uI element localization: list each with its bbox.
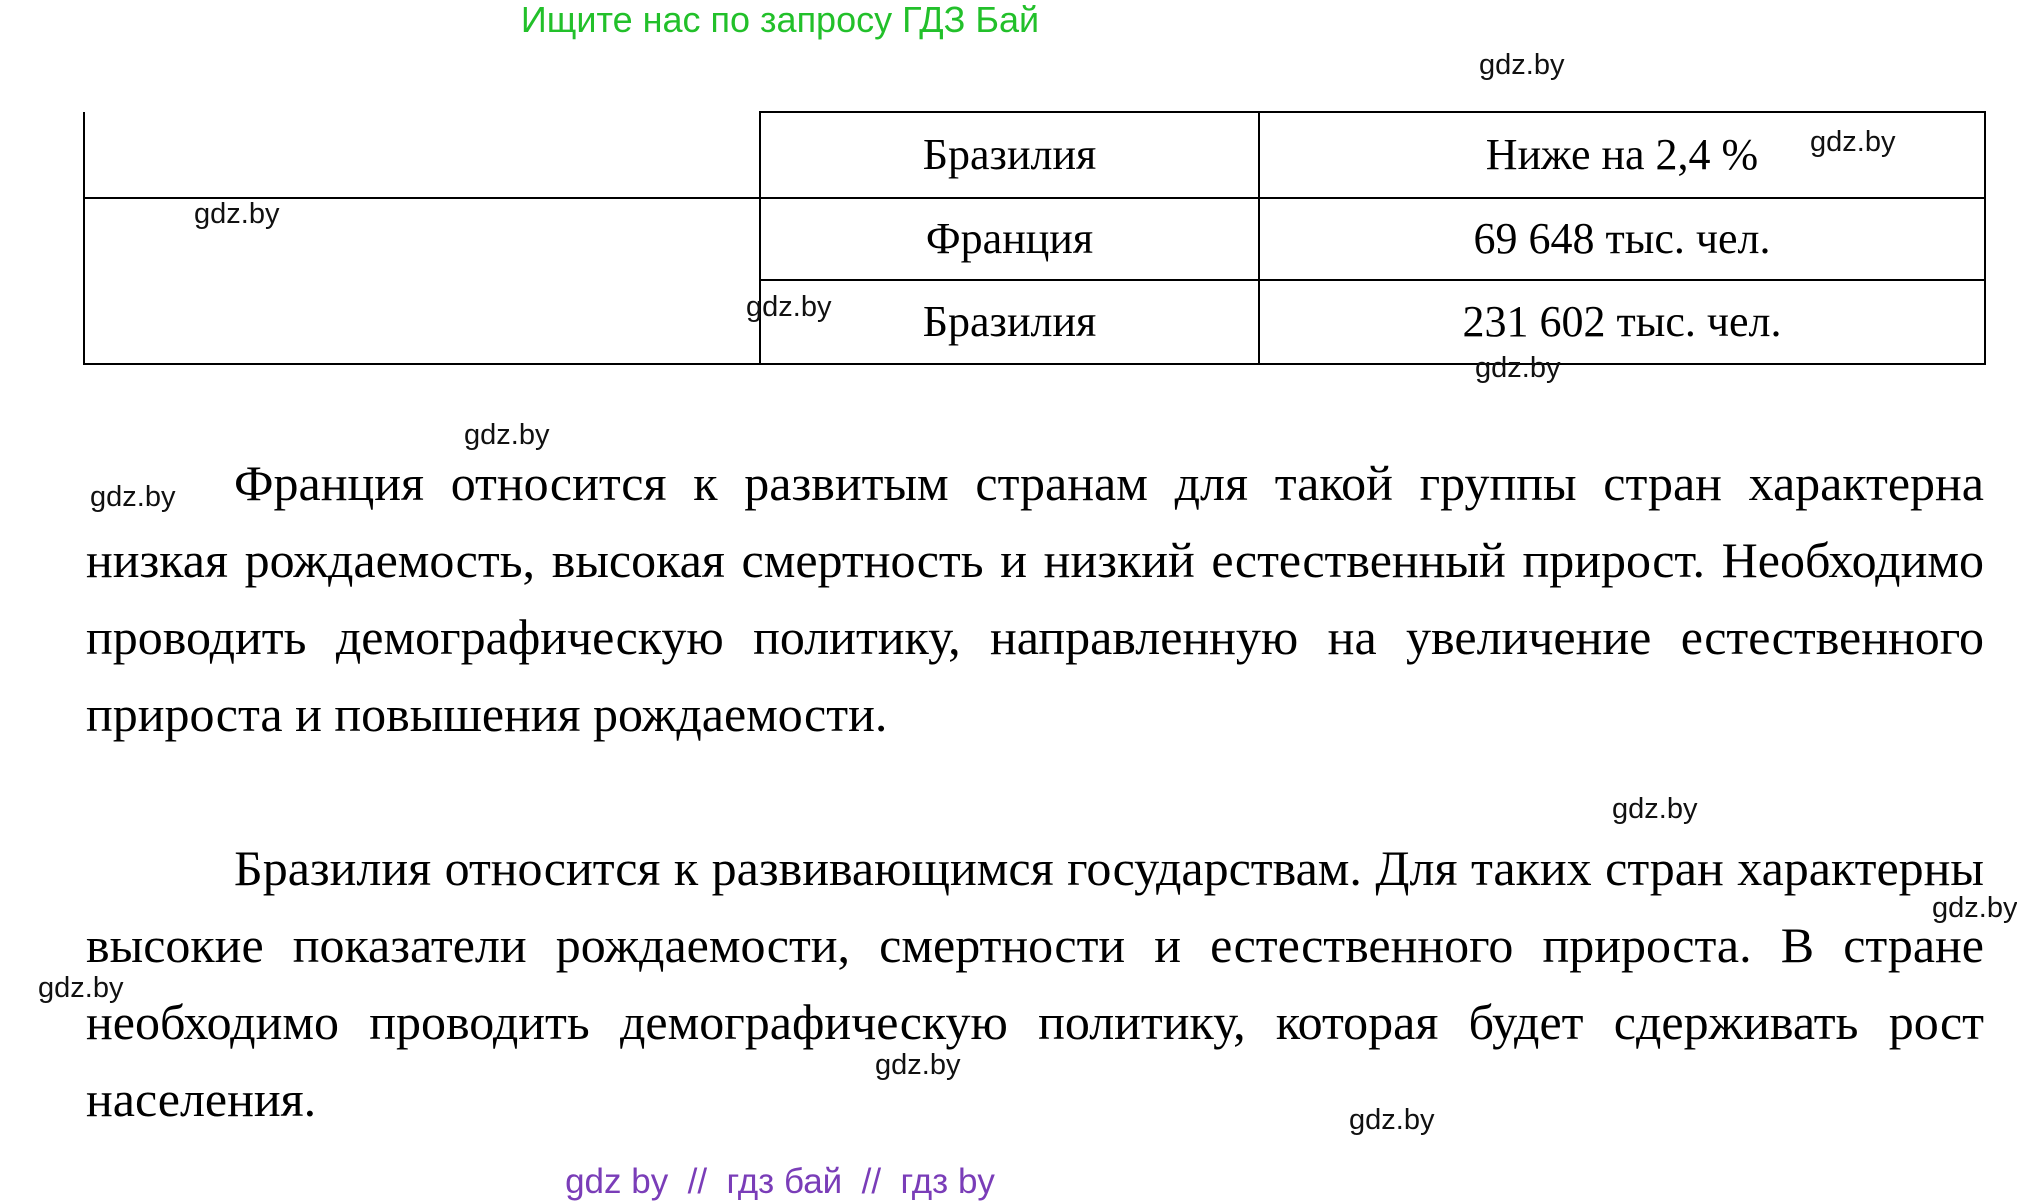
table-cell-empty bbox=[84, 112, 760, 198]
watermark: gdz.by bbox=[746, 291, 832, 323]
watermark: gdz.by bbox=[464, 419, 550, 451]
table-cell-country: Франция bbox=[760, 198, 1259, 280]
table-cell-country: Бразилия bbox=[760, 112, 1259, 198]
watermark: gdz.by bbox=[875, 1049, 961, 1081]
watermark: gdz.by bbox=[90, 481, 176, 513]
population-table bbox=[83, 111, 1986, 365]
paragraph-brazil: Бразилия относится к развивающимся государствам. Для таких стран характерны высокие показатели рождаемости, смертности и естественного прироста. В стране необходимо проводить демографическую политику, которая будет сдерживать рост населения. bbox=[86, 840, 1984, 1127]
watermark: gdz.by bbox=[194, 198, 280, 230]
watermark: gdz.by bbox=[1932, 892, 2017, 924]
paragraph-france: Франция относится к развитым странам для такой группы стран характерна низкая рождаемость, высокая смертность и низкий естественный прирост. Необходимо проводить демографическую политику, направленную на увеличение естественного прироста и повышения рождаемости. bbox=[86, 455, 1984, 742]
table-cell-country: Бразилия bbox=[760, 280, 1259, 364]
watermark: gdz.by bbox=[38, 972, 124, 1004]
table-cell-empty bbox=[84, 198, 760, 364]
watermark: gdz.by bbox=[1479, 49, 1565, 81]
table-cell-value: 231 602 тыс. чел. bbox=[1259, 280, 1985, 364]
watermark: gdz.by bbox=[1349, 1104, 1435, 1136]
watermark: gdz.by bbox=[1810, 126, 1896, 158]
table-row bbox=[84, 198, 1985, 280]
watermark: gdz.by bbox=[1475, 352, 1561, 384]
watermark: gdz.by bbox=[1612, 793, 1698, 825]
table-cell-value: Ниже на 2,4 % bbox=[1259, 112, 1985, 198]
table-cell-value: 69 648 тыс. чел. bbox=[1259, 198, 1985, 280]
footer-links: gdz by // гдз бай // гдз by bbox=[565, 1162, 995, 1201]
search-banner: Ищите нас по запросу ГДЗ Бай bbox=[520, 0, 1040, 40]
table-row bbox=[84, 112, 1985, 198]
